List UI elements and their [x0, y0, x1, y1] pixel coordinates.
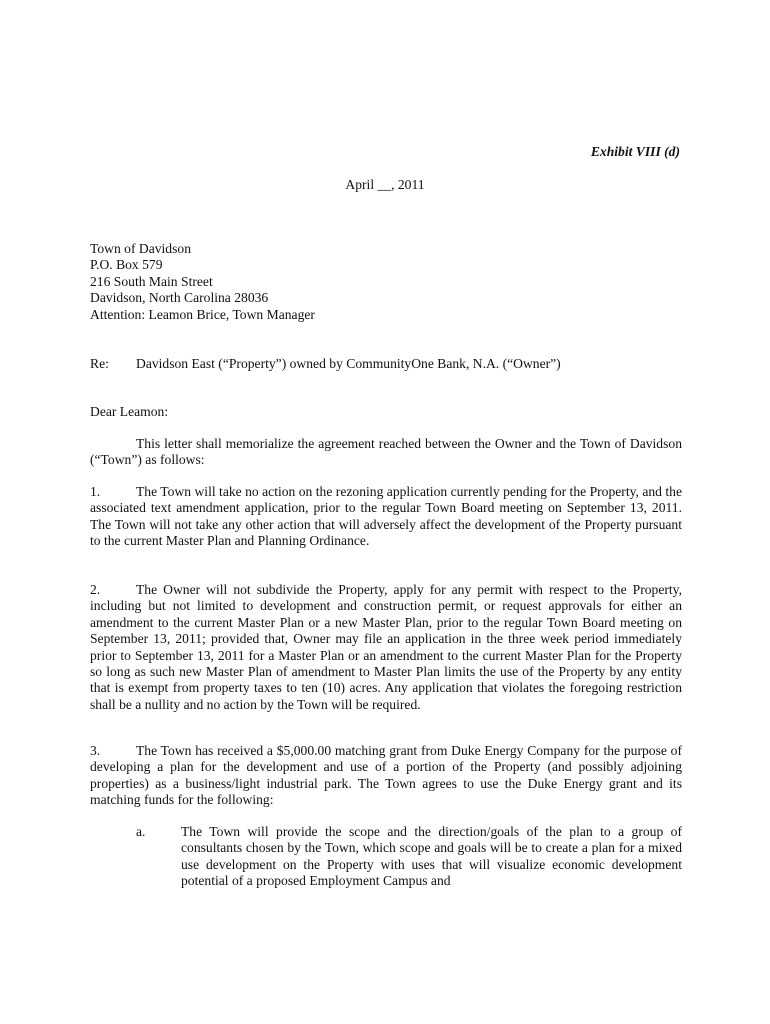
clause-text: The Owner will not subdivide the Property, apply for any permit with respect to the Property, including but not limited to development and construction permit, or request approvals for either an amendment to the current Master Plan or a new Master Plan, prior to the regular Town Board meeting on September 13, 2011; provided that, Owner may file an application in the three week period immediately prior to September 13, 2011 for a Master Plan or an amendment to the current Master Plan for the Property so long as such new Master Plan of amendment to Master Plan limits the use of the Property by any entity that is exempt from property taxes to ten (10) acres. Any application that violates the foregoing restriction shall be a nullity and no action by the Town will be required.	[90, 582, 682, 712]
address-line: Town of Davidson	[90, 241, 191, 256]
clause-number: 1.	[90, 484, 101, 499]
address-line: P.O. Box 579	[90, 257, 163, 273]
clause-3	[90, 743, 682, 809]
subject-line	[90, 356, 682, 372]
clause-number: 2.	[90, 582, 101, 597]
subject-label: Re:	[90, 356, 109, 371]
address-line: Attention: Leamon Brice, Town Manager	[90, 306, 315, 322]
sub-clause-text: The Town will provide the scope and the direction/goals of the plan to a group of consultants chosen by the Town, which scope and goals will be to create a plan for a mixed use development on the Property with uses that will visualize economic development potential of a proposed Employment Campus and	[181, 824, 682, 889]
clause-1	[90, 484, 682, 550]
salutation: Dear Leamon:	[90, 404, 169, 419]
clause-number: 3.	[90, 743, 101, 758]
subject-text: Davidson East (“Property”) owned by CommunityOne Bank, N.A. (“Owner”)	[136, 356, 561, 371]
sub-clause-label: a.	[136, 824, 146, 839]
clause-text: The Town has received a $5,000.00 matching grant from Duke Energy Company for the purpose of developing a plan for the development and use of a portion of the Property (and possibly adjoining properties) as a business/light industrial park. The Town agrees to use the Duke Energy grant and its matching funds for the following:	[90, 743, 682, 808]
address-line: 216 South Main Street	[90, 273, 213, 289]
recipient-address	[90, 241, 315, 323]
intro-paragraph: This letter shall memorialize the agreement reached between the Owner and the Town of Davidson (“Town”) as follows:	[90, 436, 682, 468]
exhibit-label: Exhibit VIII (d)	[590, 144, 680, 159]
clause-text: The Town will take no action on the rezoning application currently pending for the Property, and the associated text amendment application, prior to the regular Town Board meeting on September 13, 2011. The Town will not take any other action that will adversely affect the development of the Property pursuant to the current Master Plan and Planning Ordinance.	[90, 484, 682, 549]
address-line: Davidson, North Carolina 28036	[90, 290, 269, 306]
clause-2	[90, 582, 682, 713]
sub-clause-a	[136, 824, 682, 890]
letter-date: April __, 2011	[345, 177, 425, 192]
